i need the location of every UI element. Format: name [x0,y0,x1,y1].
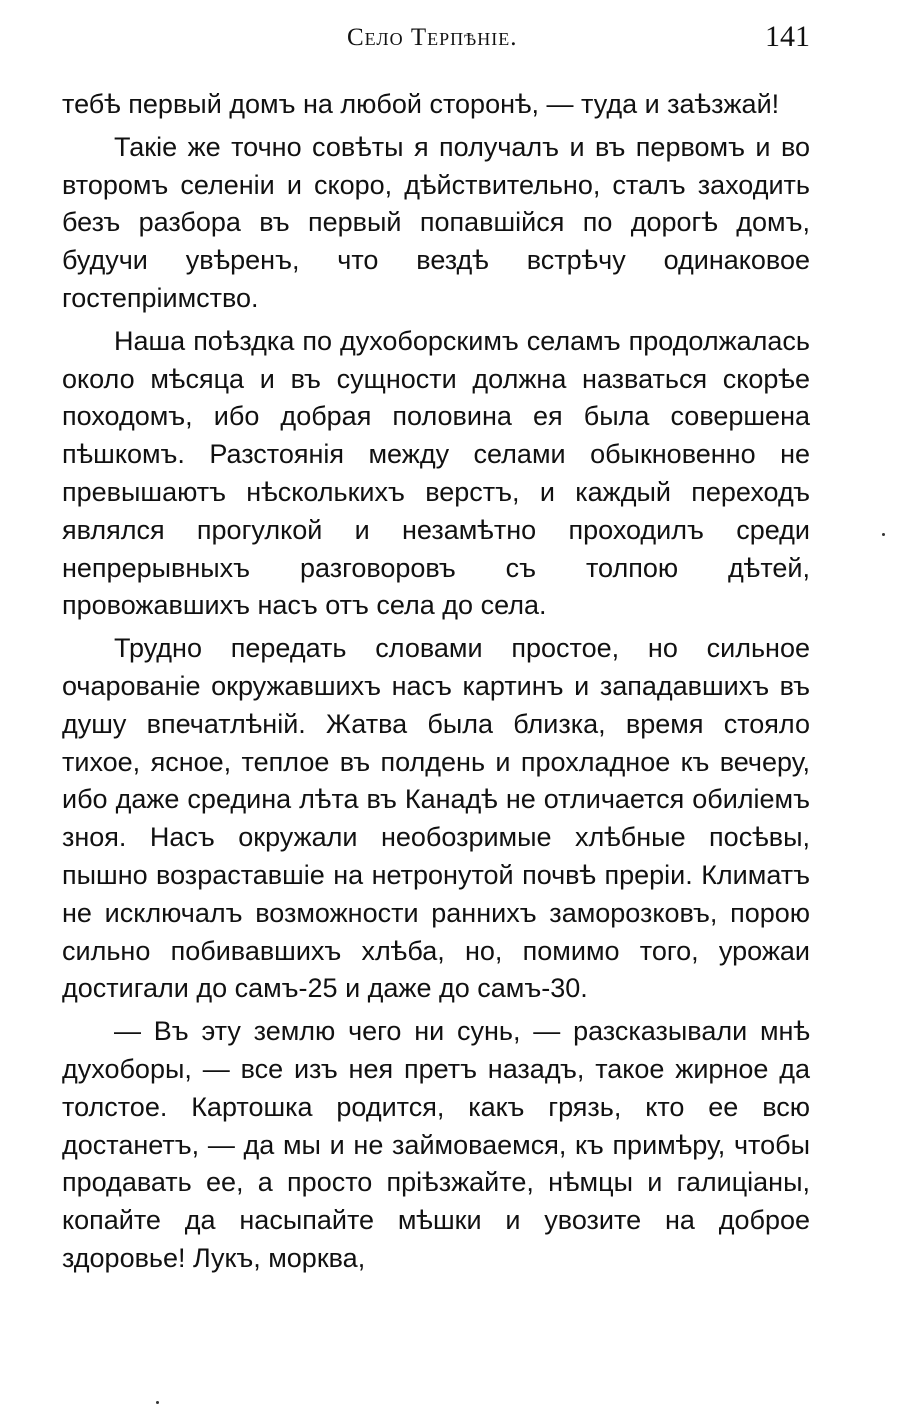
page-header [62,20,812,64]
paragraph-journey: Наша поѣздка по духоборскимъ селамъ продолжалась около мѣсяца и въ сущности должна назваться скорѣе походомъ, ибо добрая половина ея была совершена пѣшкомъ. Разстоянія между селами обыкновенно не превышаютъ нѣсколькихъ верстъ, и каждый переходъ являлся прогулкой и незамѣтно проходилъ среди непрерывныхъ разговоровъ съ толпою дѣтей, провожавшихъ насъ отъ села до села. [62,325,810,621]
paragraph-landscape: Трудно передать словами простое, но сильное очарованіе окружавшихъ насъ картинъ и западавшихъ въ душу впечатлѣній. Жатва была близка, время стояло тихое, ясное, теплое въ полдень и прохладное къ вечеру, ибо даже средина лѣта въ Канадѣ не отличается обиліемъ зноя. Насъ окружали необозримые хлѣбные посѣвы, пышно возраставшіе на нетронутой почвѣ преріи. Климатъ не исключалъ возможности раннихъ заморозковъ, порою сильно побивавшихъ хлѣба, но, помимо того, урожаи достигали до самъ-25 и даже до самъ-30. [62,633,810,1004]
speck-mark [882,533,885,536]
paragraph-dialogue: — Въ эту землю чего ни сунь, — разсказывали мнѣ духоборы, — все изъ нея претъ назадъ, такое жирное да толстое. Картошка родится, какъ грязь, кто ее всю достанетъ, — да мы и не займоваемся, къ примѣру, чтобы продавать ее, а просто пріѣзжайте, нѣмцы и галиціаны, копайте да насыпайте мѣшки и увозите на доброе здоровье! Лукъ, морква, [62,1016,810,1273]
body-text [62,86,810,1283]
speck-mark [156,1401,159,1404]
page-number: 141 [765,20,810,53]
running-title: Село Терпѣніе. [347,24,518,51]
paragraph-continued: тебѣ первый домъ на любой сторонѣ, — туда и заѣзжай! [62,89,780,119]
paragraph-advice: Такіе же точно совѣты я получалъ и въ первомъ и во второмъ селеніи и скоро, дѣйствительно, сталъ заходить безъ разбора въ первый попавшійся по дорогѣ домъ, будучи увѣренъ, что вездѣ встрѣчу одинаковое гостепріимство. [62,131,810,313]
